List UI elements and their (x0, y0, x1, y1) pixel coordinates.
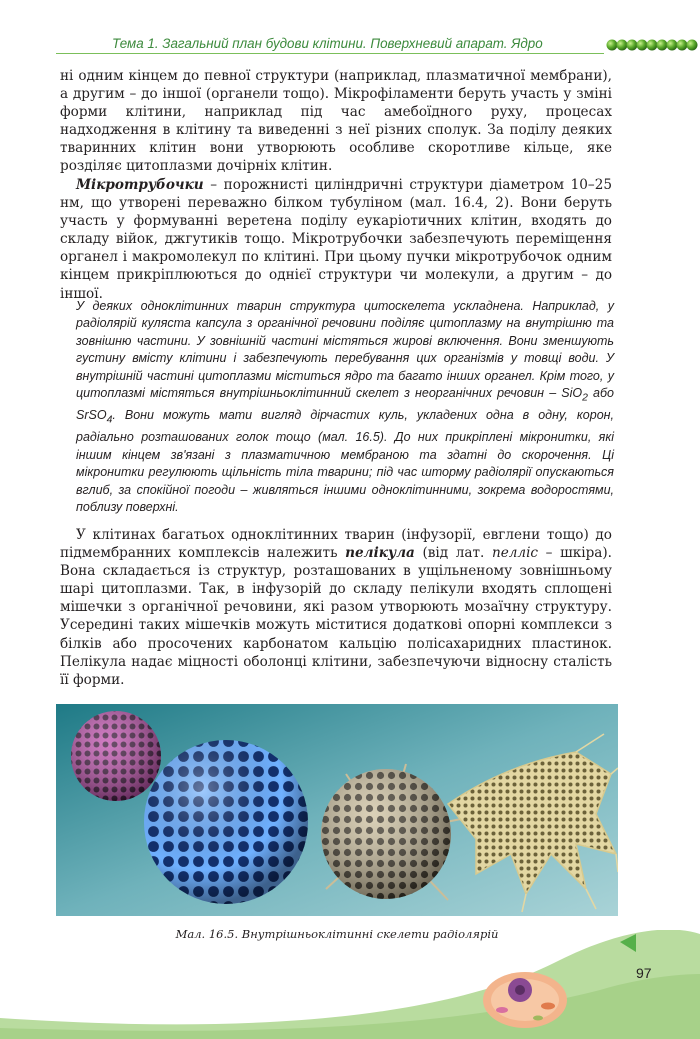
chapter-header-title: Тема 1. Загальний план будови клітини. Поверхневий апарат. Ядро (112, 36, 543, 51)
figure-caption: Мал. 16.5. Внутрішньоклітинні скелети радіолярій (175, 927, 499, 941)
body-paragraph-1: ні одним кінцем до певної структури (наприклад, плазматичної мембрани), а другим – до іншої (органели тощо). Мікрофіламенти беруть участь у зміні форми клітини, наприклад під час амебоїдного руху, процесах надходження в клітину та виведенні з неї різних сполук. За поділу деяких тваринних клітин вони утворюють особливе скоротливе кільце, яке розділяє цитоплазми дочірніх клітин. (60, 68, 612, 175)
formula-joiner: або (587, 386, 614, 401)
term-pellicle: пелікула (345, 545, 415, 562)
page-number: 97 (636, 965, 652, 981)
paragraph-2-text: – порожнисті циліндричні структури діаметром 10–25 нм, що утворені переважно білком тубуліном (мал. 16.4, 2). Вони беруть участь у формуванні веретена поділу еукаріотичних клітин, входять до складу війок, джгутиків тощо. Мікротрубочки забезпечують переміщення органел і макромолекул по клітині. При цьому пучки мікротрубочок одним кінцем прикріплюються до однієї структури чи молекули, а другим – до іншої. (60, 177, 612, 302)
supplementary-text-block (76, 298, 614, 516)
header-beads-decoration (606, 37, 700, 53)
header-rule (56, 53, 604, 54)
radiolarian-skeletons-image (56, 704, 618, 916)
supplementary-text-a: У деяких одноклітинних тварин структура цитоскелета ускладнена. Наприклад, у радіолярій куляста капсула з органічної речовини поділяє цитоплазму на внутрішню та зовнішню частини. У зовнішній частині містяться жирові включення. Вони зменшують густину вмісту клітини і забезпечують перебування цих організмів у товщі води. У внутрішній частині цитоплазми міститься ядро та багато інших органел. Крім того, у цитоплазмі містяться внутрішньоклітинний скелет з неорганічних речовин – (76, 299, 614, 401)
footer-green-wave (0, 930, 700, 1039)
supplementary-text-b: . Вони можуть мати вигляд дірчастих куль, укладених одна в одну, корон, радіально розташованих голок тощо (мал. 16.5). До них прикріплені мікронитки, які іншим кінцем зв'язані з плазматичною мембраною та здатні до скорочення. Ці мікронитки регулюють щільність тіла тварини; під час шторму радіолярії опускаються вглиб, за спокійної погоди – живляться іншими одноклітинними, зокрема водоростями, поблизу поверхні. (76, 408, 614, 514)
term-microtubules: Мікротрубочки (76, 177, 204, 193)
formula-srso4: SrSO$_4$ (76, 408, 113, 426)
latin-word: пелліс (491, 545, 539, 562)
body-paragraph-2 (60, 176, 612, 303)
body-paragraph-3: У клітинах багатьох одноклітинних тварин (інфузорії, евглени тощо) до підмембранних комплексів належить пелікула (від лат. пелліс – шкіра). Вона складається із структур, розташованих в ущільненому зовнішньому шарі цитоплазми. Так, в інфузорій до складу пелікули входять сплощені мішечки з органічної речовини, які разом утворюють мозаїчну структуру. Усередині таких мішечків можуть міститися додаткові опорні комплекси з білків або просочених карбонатом кальцію полісахаридних пластинок. Пелікула надає міцності оболонці клітини, забезпечуючи відносну сталість її форми. (60, 527, 612, 688)
animal-cell-icon (483, 972, 567, 1028)
radiolarian-illustration (56, 704, 618, 916)
formula-sio2: SiO$_2$ (561, 386, 588, 404)
